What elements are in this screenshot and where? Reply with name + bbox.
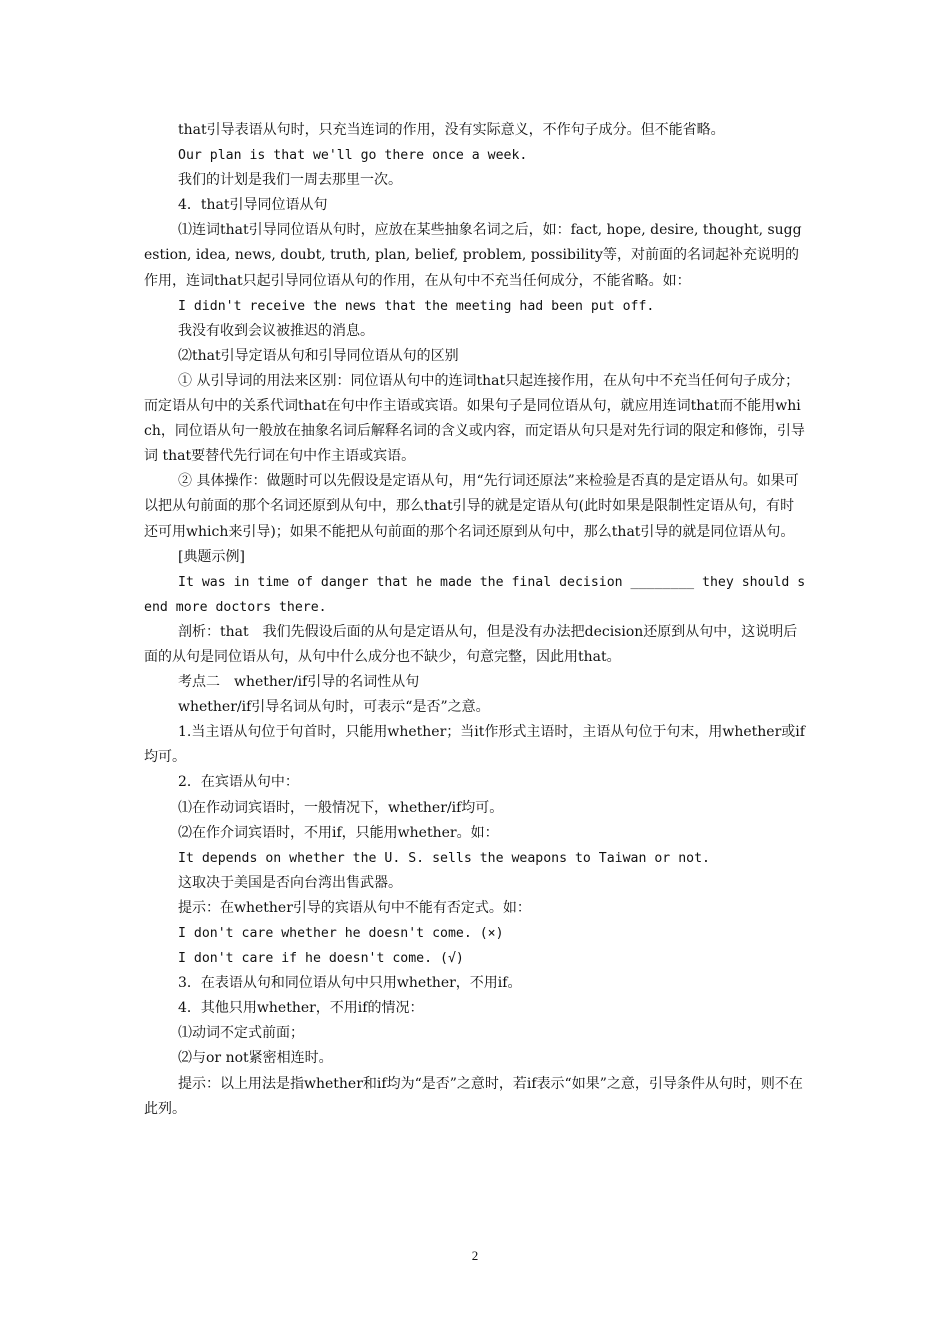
rule-verb-object: ⑴在作动词宾语时，一般情况下，whether/if均可。 [178, 799, 504, 816]
example-sentence: It depends on whether the U. S. sells the weapons to Taiwan or not. [178, 850, 710, 866]
analysis-paragraph: 剖析：that 我们先假设后面的从句是定语从句，但是没有办法把decision还原到从句中，这说明后面的从句是同位语从句，从句中什么成分也不缺少，句意完整，因此用that。 [144, 623, 798, 665]
example-question: It was in time of danger that he made the final decision ________ they should send more doctors there. [144, 574, 806, 615]
document-body [144, 118, 806, 1122]
rule-predicative-appositive: 3．在表语从句和同位语从句中只用whether，不用if。 [178, 975, 522, 992]
example-label: [典题示例] [178, 548, 245, 565]
paragraph-distinction-1: ① 从引导词的用法来区别：同位语从句中的连词that只起连接作用，在从句中不充当任何句子成分；而定语从句中的关系代词that在句中作主语或宾语。如果句子是同位语从句，就应用连词that而不能用which，同位语从句一般放在抽象名词后解释名词的含义或内容，而定语从句只是对先行词的限定和修饰，引导词 that要替代先行词在句中作主语或宾语。 [144, 372, 805, 465]
paragraph-distinction-2: ② 具体操作：做题时可以先假设是定语从句，用“先行词还原法”来检验是否真的是定语从句。如果可以把从句前面的那个名词还原到从句中，那么that引导的就是定语从句(此时如果是限制性定语从句，有时还可用which来引导)；如果不能把从句前面的那个名词还原到从句中，那么that引导的就是同位语从句。 [144, 473, 799, 540]
paragraph-whether-if: whether/if引导名词从句时，可表示“是否”之意。 [178, 699, 490, 716]
example-sentence: Our plan is that we'll go there once a week. [178, 148, 528, 164]
rule-object-clause: 2．在宾语从句中： [178, 774, 299, 791]
tip-paragraph: 提示：以上用法是指whether和if均为“是否”之意时，若if表示“如果”之意，引导条件从句时，则不在此列。 [144, 1075, 803, 1117]
rule-prep-object: ⑵在作介词宾语时，不用if，只能用whether。如： [178, 824, 499, 841]
rule-subject-clause: 1.当主语从句位于句首时，只能用whether；当it作形式主语时，主语从句位于句末，用whether或if均可。 [144, 724, 805, 766]
page-number: 2 [471, 1248, 479, 1263]
paragraph-appositive-rule: ⑴连词that引导同位语从句时，应放在某些抽象名词之后，如：fact, hope, desire, thought, suggestion, idea, news, doubt, truth, plan, belief, problem, possibility等，对前面的名词起补充说明的作用，连词that只起引导同位语从句的作用，在从句中不充当任何成分，不能省略。如： [144, 222, 802, 289]
section-heading: 4．that引导同位语从句 [178, 197, 328, 214]
example-right: I don't care if he doesn't come. (√) [178, 951, 464, 967]
paragraph-that-predicative: that引导表语从句时，只充当连词的作用，没有实际意义，不作句子成分。但不能省略。 [178, 122, 725, 138]
example-translation: 我们的计划是我们一周去那里一次。 [178, 172, 402, 189]
example-sentence: I didn't receive the news that the meeting had been put off. [178, 298, 655, 314]
rule-infinitive: ⑴动词不定式前面； [178, 1025, 304, 1042]
rule-other-cases: 4．其他只用whether，不用if的情况： [178, 1000, 424, 1017]
section-heading: 考点二 whether/if引导的名词性从句 [178, 674, 420, 691]
example-translation: 这取决于美国是否向台湾出售武器。 [178, 874, 402, 891]
rule-or-not: ⑵与or not紧密相连时。 [178, 1050, 333, 1067]
example-translation: 我没有收到会议被推迟的消息。 [178, 322, 374, 339]
example-wrong: I don't care whether he doesn't come. (×) [178, 926, 504, 941]
tip-paragraph: 提示：在whether引导的宾语从句中不能有否定式。如： [178, 899, 531, 916]
subsection-heading: ⑵that引导定语从句和引导同位语从句的区别 [178, 347, 459, 364]
